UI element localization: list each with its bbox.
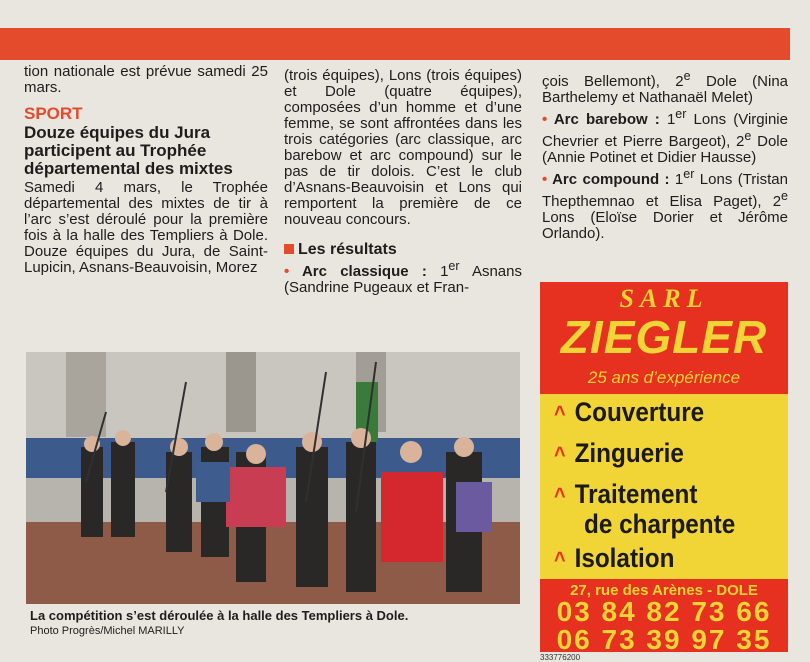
ad-phone-1: 03 84 82 73 66: [556, 596, 772, 627]
ad-address: 27, rue des Arènes - DOLE: [570, 582, 758, 599]
caret-icon: ^: [554, 547, 566, 572]
ad-phone-2: 06 73 39 97 35: [556, 624, 772, 652]
bullet-icon: •: [284, 263, 302, 280]
ad-sarl: SARL: [619, 284, 709, 313]
ad-company-name: ZIEGLER: [560, 311, 768, 363]
article-column-2: [284, 68, 522, 296]
result-item: • Arc barebow : 1er Lons (Virginie Chevrier et Pierre Bargeot), 2e Dole (Annie Potinet et Didier Hausse): [542, 107, 788, 166]
ad-tagline: 25 ans d’expérience: [587, 368, 741, 387]
results-title-text: Les résultats: [298, 241, 397, 258]
caret-icon: ^: [554, 442, 566, 467]
article-headline: Douze équipes du Jura participent au Trophée départemental des mixtes: [24, 123, 233, 178]
ad-service-text: Traitement: [574, 479, 698, 509]
ad-service: [554, 544, 674, 574]
bullet-icon: •: [542, 111, 554, 128]
article-column-1: [24, 64, 268, 276]
article-body-1: Samedi 4 mars, le Trophée départemental des mixtes de tir à l’arc s’est déroulé pour la première fois à la halle des Templiers à Dole. Douze équipes du Jura, de Saint-Lupicin, Asnans-Beauvoisin, Morez: [24, 179, 268, 276]
article-intro-text: tion nationale est prévue samedi 25 mars.: [24, 63, 268, 96]
ziegler-advertisement: [540, 282, 788, 652]
ad-service: [554, 439, 684, 469]
bullet-icon: •: [542, 171, 553, 188]
caret-icon: ^: [554, 483, 566, 508]
ad-service-text: Couverture: [574, 397, 705, 427]
square-bullet-icon: [284, 244, 294, 254]
photo-caption: La compétition s’est déroulée à la halle des Templiers à Dole.: [30, 608, 409, 623]
ad-service-text: Zinguerie: [574, 438, 684, 468]
ad-service-text: Isolation: [574, 543, 675, 573]
ad-service: [554, 398, 704, 428]
photo-credit: Photo Progrès/Michel MARILLY: [30, 625, 185, 637]
ad-service: [554, 480, 697, 510]
result-continued: çois Bellemont), 2e Dole (Nina Barthelemy et Nathanaël Melet): [542, 69, 789, 106]
section-kicker: SPORT: [24, 104, 83, 123]
results-title: [284, 242, 522, 258]
article-column-3: [542, 68, 788, 242]
ad-service-continued: de charpente: [584, 509, 736, 539]
ad-reference-number: 333776200: [540, 653, 581, 662]
caret-icon: ^: [554, 401, 566, 426]
result-category: Arc classique :: [301, 263, 427, 280]
article-body-2: (trois équipes), Lons (trois équipes) et Dole (quatre équipes), composées d’un homme et d’une femme, se sont affrontées dans les trois catégories (arc classique, arc barebow et arc compound) sur le pas de tir dolois. C’est le club d’Asnans-Beauvoisin et Lons qui remportent la première de ce nouveau concours.: [284, 67, 522, 228]
result-item: • Arc classique : 1er Asnans (Sandrine Pugeaux et Fran-: [284, 259, 522, 296]
result-category: Arc compound :: [552, 171, 670, 188]
result-category: Arc barebow :: [553, 111, 660, 128]
archery-photo: [26, 352, 520, 604]
result-item: • Arc compound : 1er Lons (Tristan Thepthemnao et Elisa Paget), 2e Lons (Eloïse Dorier et Jérôme Orlando).: [542, 167, 788, 242]
section-header-bar: [0, 28, 790, 60]
